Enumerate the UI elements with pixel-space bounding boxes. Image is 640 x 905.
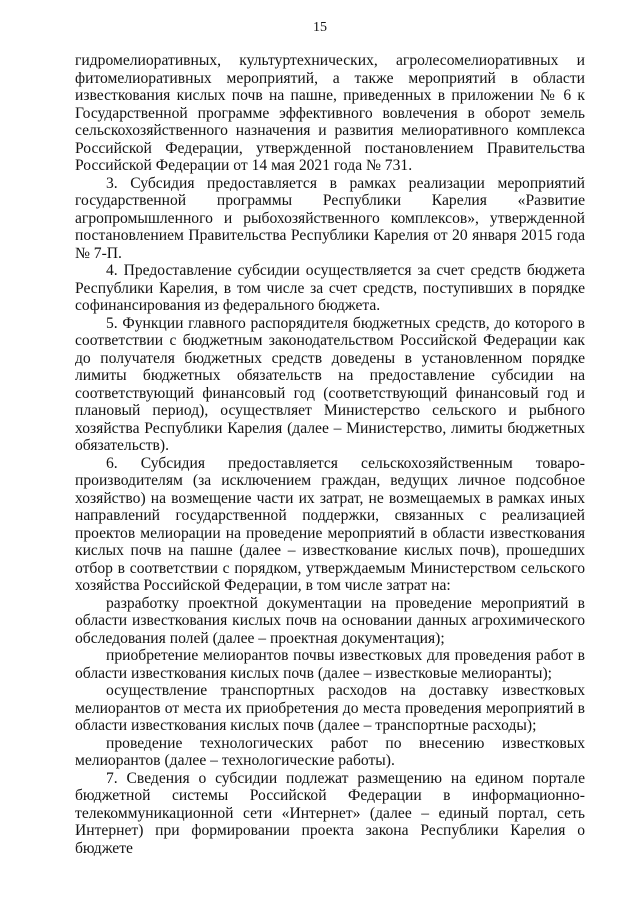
list-item-design-documentation: разработку проектной документации на проведение мероприятий в области известкования кислых почв на основании данных агрохимического обследования полей (далее – проектная документация); bbox=[75, 594, 585, 647]
paragraph-7: 7. Сведения о субсидии подлежат размещению на едином портале бюджетной системы Российской Федерации в информационно-телекоммуникационной сети «Интернет» (далее – единый портал, сеть Интернет) при формировании проекта закона Республики Карелия о бюджете bbox=[75, 769, 585, 857]
paragraph-4: 4. Предоставление субсидии осуществляется за счет средств бюджета Республики Карелия, в том числе за счет средств, поступивших в порядке софинансирования из федерального бюджета. bbox=[75, 262, 585, 314]
page-number: 15 bbox=[313, 20, 327, 35]
paragraph-3: 3. Субсидия предоставляется в рамках реализации мероприятий государственной программы Республики Карелия «Развитие агропромышленного и рыбохозяйственного комплексов», утвержденной постановлением Правительства Республики Карелия от 20 января 2015 года № 7-П. bbox=[75, 174, 585, 262]
document-body bbox=[75, 52, 585, 857]
paragraph-1-continuation: гидромелиоративных, культуртехнических, агролесомелиоративных и фитомелиоративных мероприятий, а также мероприятий в области известкования кислых почв на пашне, приведенных в приложении № 6 к Государственной программе эффективного вовлечения в оборот земель сельскохозяйственного назначения и развития мелиоративного комплекса Российской Федерации, утвержденной постановлением Правительства Российской Федерации от 14 мая 2021 года № 731. bbox=[75, 52, 585, 174]
paragraph-5: 5. Функции главного распорядителя бюджетных средств, до которого в соответствии с бюджетным законодательством Российской Федерации как до получателя бюджетных средств доведены в установленном порядке лимиты бюджетных обязательств на предоставление субсидии на соответствующий финансовый год (соответствующий финансовый год и плановый период), осуществляет Министерство сельского и рыбного хозяйства Республики Карелия (далее – Министерство, лимиты бюджетных обязательств). bbox=[75, 314, 585, 454]
list-item-transport-costs: осуществление транспортных расходов на доставку известковых мелиорантов от места их приобретения до места проведения мероприятий в области известкования кислых почв (далее – транспортные расходы); bbox=[75, 682, 585, 734]
list-item-ameliorants-purchase: приобретение мелиорантов почвы известковых для проведения работ в области известкования кислых почв (далее – известковые мелиоранты); bbox=[75, 647, 585, 682]
list-item-technological-works: проведение технологических работ по внесению известковых мелиорантов (далее – технологические работы). bbox=[75, 734, 585, 769]
paragraph-6: 6. Субсидия предоставляется сельскохозяйственным товаро-производителям (за исключением граждан, ведущих личное подсобное хозяйство) на возмещение части их затрат, не возмещаемых в рамках иных направлений государственной поддержки, связанных с реализацией проектов мелиорации на проведение мероприятий в области известкования кислых почв на пашне (далее – известкование кислых почв), прошедших отбор в соответствии с порядком, утверждаемым Министерством сельского хозяйства Российской Федерации, в том числе затрат на: bbox=[75, 454, 585, 594]
